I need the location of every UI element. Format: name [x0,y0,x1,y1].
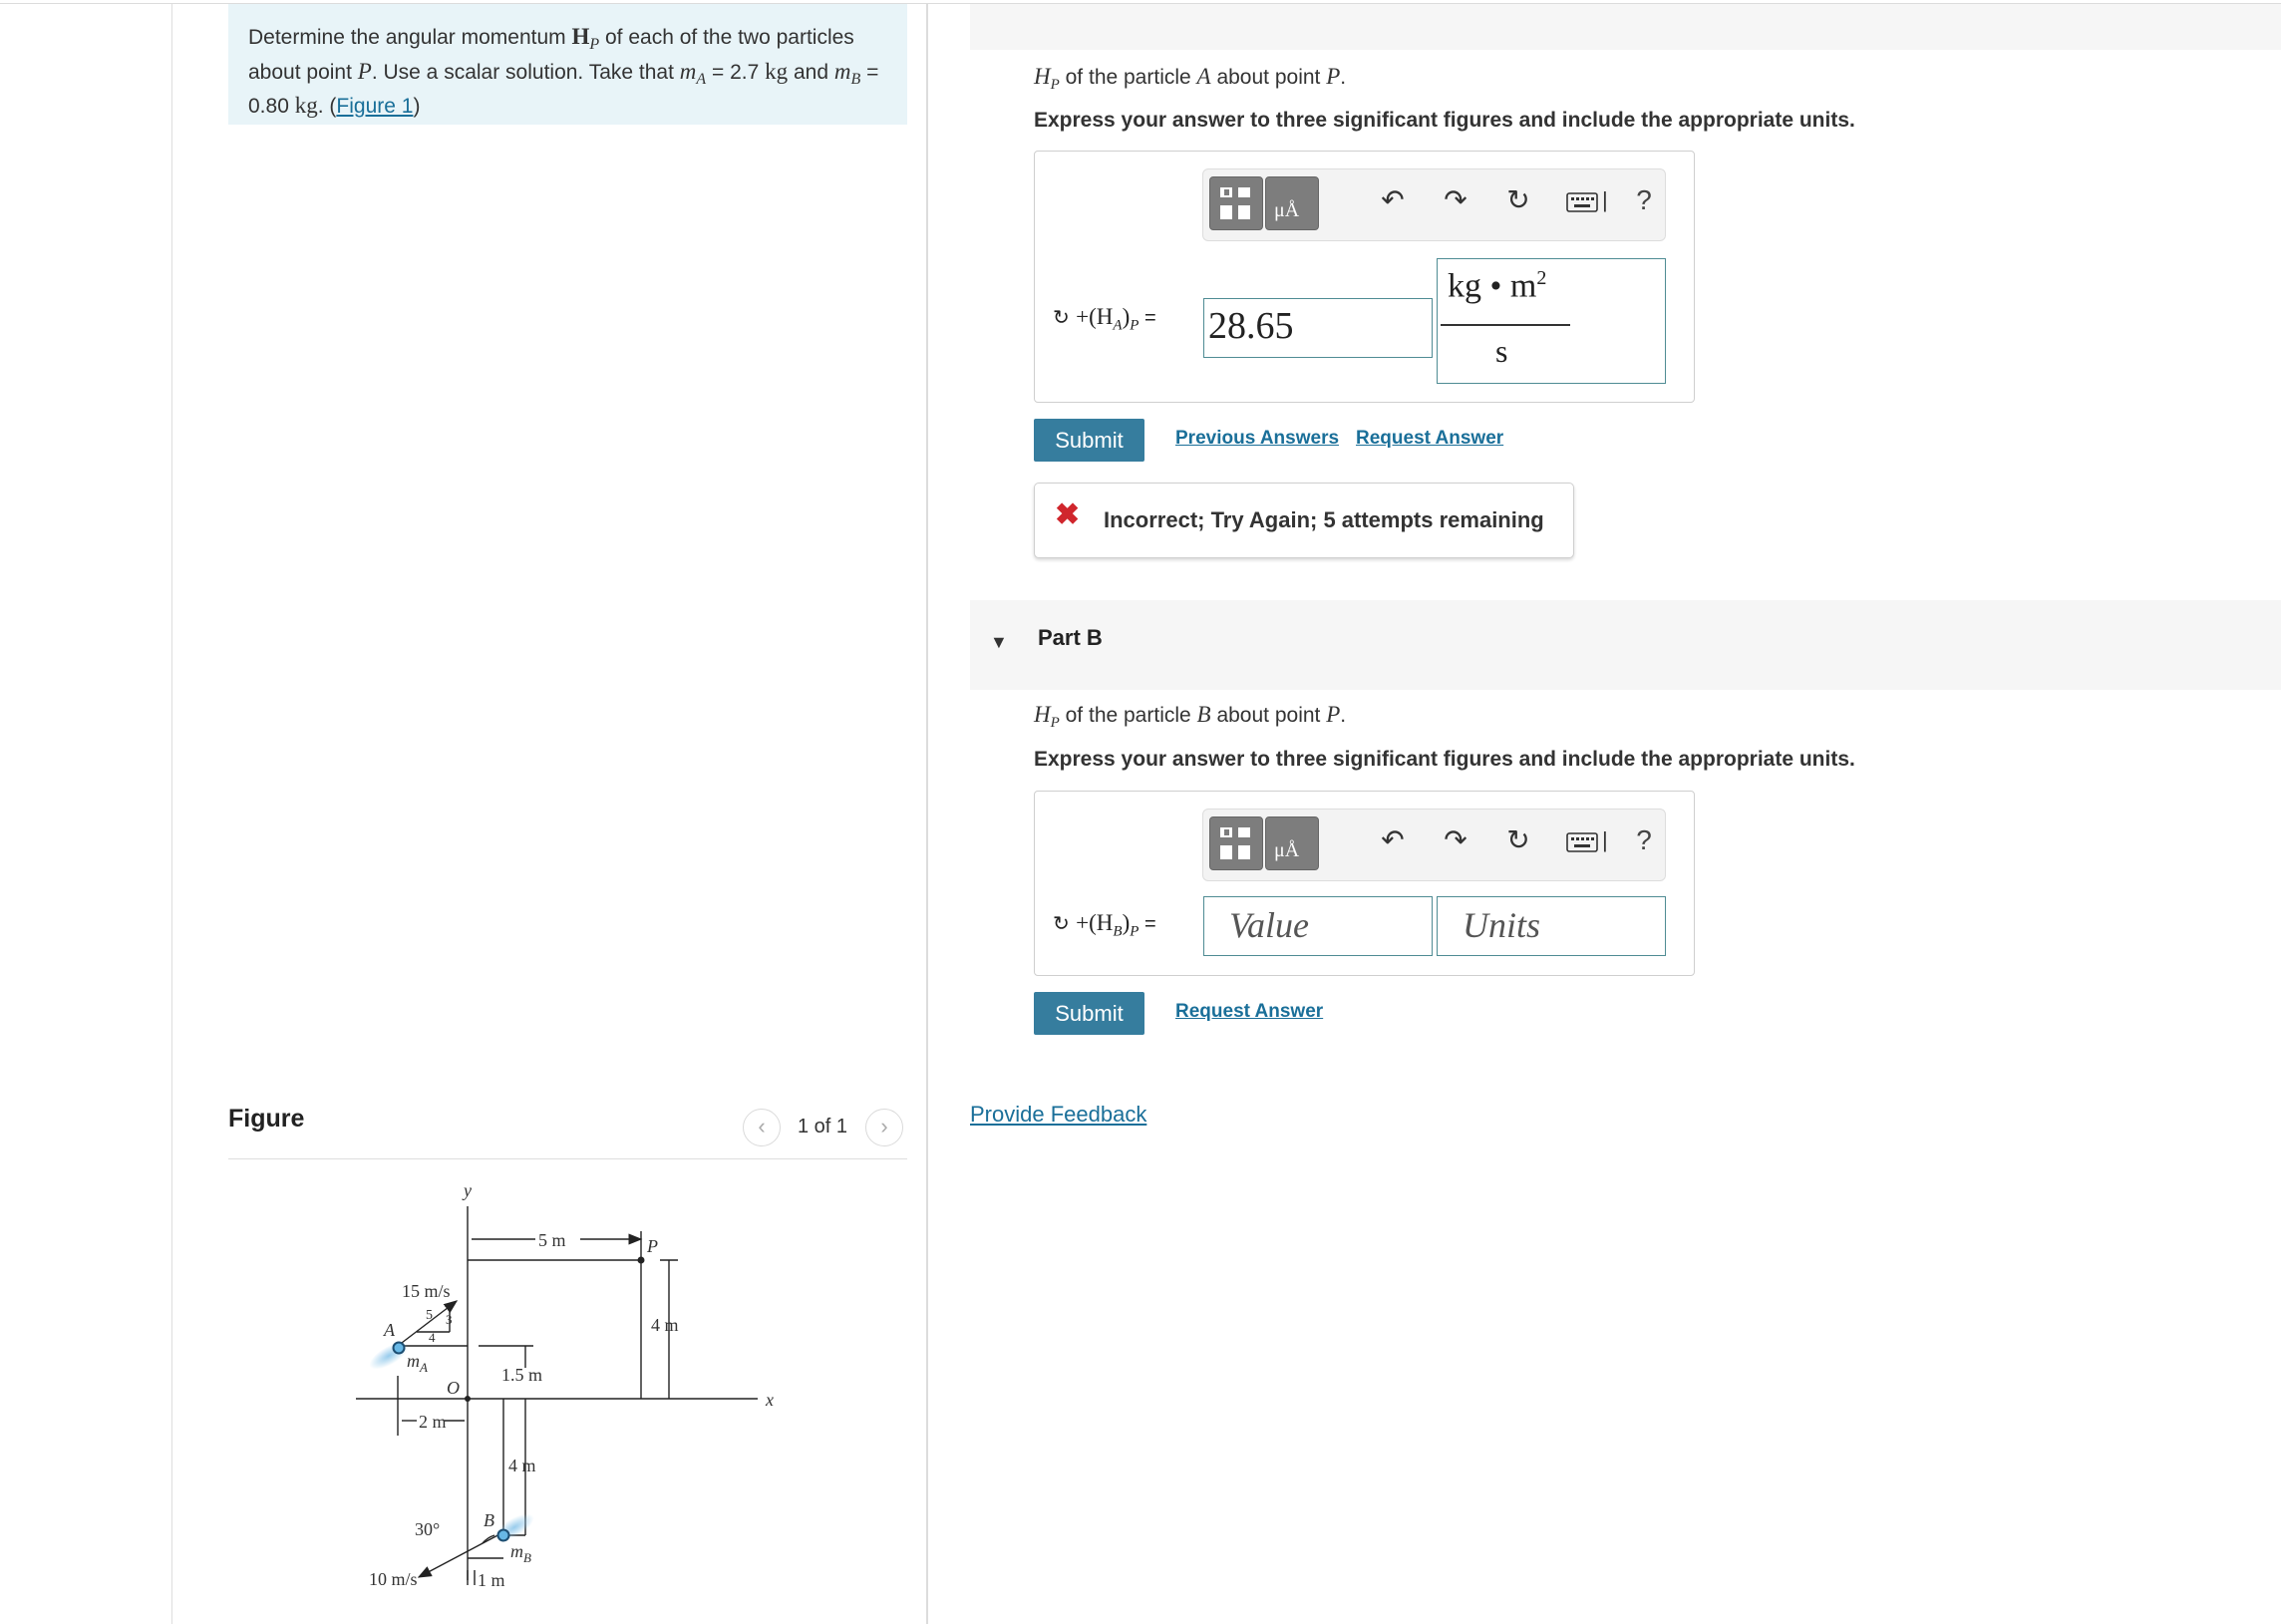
label-b: B [484,1510,494,1530]
slope-3: 3 [446,1312,453,1327]
dim-4m-right: 4 m [651,1315,679,1335]
part-a-question: $H_P$ of the particle A about point P. [1034,64,1347,94]
reset-button[interactable] [1501,823,1535,857]
figure-divider [228,1158,907,1159]
part-b-question: $H_P$ of the particle B about point P. [1034,702,1347,732]
velocity-a-label: 15 m/s [402,1281,451,1301]
redo-button[interactable] [1439,823,1472,857]
part-a-toolbar [1202,168,1666,241]
mass-b-label: $m_B$ [510,1541,531,1565]
dim-2m: 2 m [419,1412,447,1432]
next-figure-button[interactable] [865,1109,903,1146]
velocity-b-label: 10 m/s [369,1569,418,1589]
units-button[interactable] [1265,176,1319,230]
templates-icon [1210,177,1262,229]
templates-button[interactable] [1209,816,1263,870]
undo-button[interactable] [1376,823,1410,857]
problem-text: Determine the angular momentum $H_P$ of each of the two particles about point P. Use a scalar solution. Take that $m_A = 2.7$ kg and $m_B = 0.80$ kg. (Figure 1) [248,24,879,119]
point-p [638,1257,645,1264]
particle-a [394,1343,405,1354]
part-a-submit-button[interactable]: Submit [1034,419,1144,462]
part-a-answer-label: ↻ $+(H_A)_P$ = [1053,304,1156,334]
label-p: P [647,1236,658,1256]
incorrect-x-icon: ✖ [1055,498,1081,531]
undo-button[interactable] [1376,183,1410,217]
label-a: A [384,1320,395,1340]
undo-icon: ↶ [1381,824,1405,855]
redo-icon: ↷ [1444,184,1467,215]
units-denominator: s [1495,333,1508,369]
problem-statement [228,4,907,125]
part-a-request-answer-link[interactable]: Request Answer [1356,428,1504,449]
part-b-title: Part B [1038,625,1103,650]
help-icon: ? [1636,184,1652,215]
dim-1-5m: 1.5 m [501,1365,543,1385]
chevron-left-icon: ‹ [758,1114,766,1138]
keyboard-icon [1566,192,1598,212]
particle-b [498,1530,509,1541]
part-b-answer-label: ↻ $+(H_B)_P$ = [1053,910,1156,940]
units-button[interactable] [1265,816,1319,870]
prev-figure-button[interactable] [743,1109,781,1146]
part-b-header[interactable] [970,600,2281,690]
counterclockwise-icon: ↻ [1053,913,1070,935]
units-icon: μÅ [1274,839,1300,861]
templates-button[interactable] [1209,176,1263,230]
reset-button[interactable] [1501,183,1535,217]
x-axis-label: x [766,1390,774,1410]
chevron-right-icon: › [880,1114,888,1138]
dim-5m: 5 m [538,1230,566,1250]
part-a-answer-box [1034,151,1695,403]
figure-link[interactable]: Figure 1 [336,95,414,119]
slope-5: 5 [426,1308,433,1323]
figure-title: Figure [228,1105,305,1133]
part-a-instructions: Express your answer to three significant figures and include the appropriate units. [1034,109,1855,132]
units-numerator: kg • $m^2$ [1448,267,1547,305]
figure-counter: 1 of 1 [798,1116,848,1137]
units-icon: μÅ [1274,199,1300,221]
part-a-feedback [1034,483,1574,558]
keyboard-button[interactable]: | [1564,823,1612,857]
undo-icon: ↶ [1381,184,1405,215]
dim-4m-lower: 4 m [508,1456,536,1475]
y-axis-label: y [464,1180,472,1200]
mass-a-label: $m_A$ [407,1351,428,1375]
keyboard-icon [1566,832,1598,852]
left-divider [171,4,172,1624]
part-b-request-answer-link[interactable]: Request Answer [1175,1001,1324,1022]
part-a-value-input[interactable]: 28.65 [1203,298,1433,358]
angle-30: 30° [415,1519,441,1539]
label-o: O [447,1378,460,1398]
part-b-instructions: Express your answer to three significant figures and include the appropriate units. [1034,748,1855,771]
collapse-triangle-icon: ▼ [990,632,1008,652]
part-b-toolbar [1202,809,1666,881]
slope-4: 4 [429,1330,436,1345]
part-a-header-band [970,4,2281,50]
origin-point [465,1396,471,1402]
part-a-units-input[interactable] [1437,258,1666,384]
help-button[interactable] [1627,183,1661,217]
part-b-units-input[interactable]: Units [1437,896,1666,956]
counterclockwise-icon: ↻ [1053,307,1070,329]
previous-answers-link[interactable]: Previous Answers [1175,428,1340,449]
reset-icon: ↻ [1506,184,1530,215]
feedback-text: Incorrect; Try Again; 5 attempts remaining [1104,507,1544,532]
particle-diagram [349,1171,788,1600]
redo-button[interactable] [1439,183,1472,217]
help-icon: ? [1636,824,1652,855]
help-button[interactable] [1627,823,1661,857]
provide-feedback-link[interactable]: Provide Feedback [970,1102,1147,1127]
part-b-answer-box [1034,791,1695,976]
part-b-submit-button[interactable]: Submit [1034,992,1144,1035]
reset-icon: ↻ [1506,824,1530,855]
part-b-value-input[interactable]: Value [1203,896,1433,956]
units-fraction-bar [1441,324,1570,326]
redo-icon: ↷ [1444,824,1467,855]
center-divider [926,4,928,1624]
dim-1m: 1 m [478,1570,505,1590]
keyboard-button[interactable]: | [1564,183,1612,217]
templates-icon [1210,817,1262,869]
